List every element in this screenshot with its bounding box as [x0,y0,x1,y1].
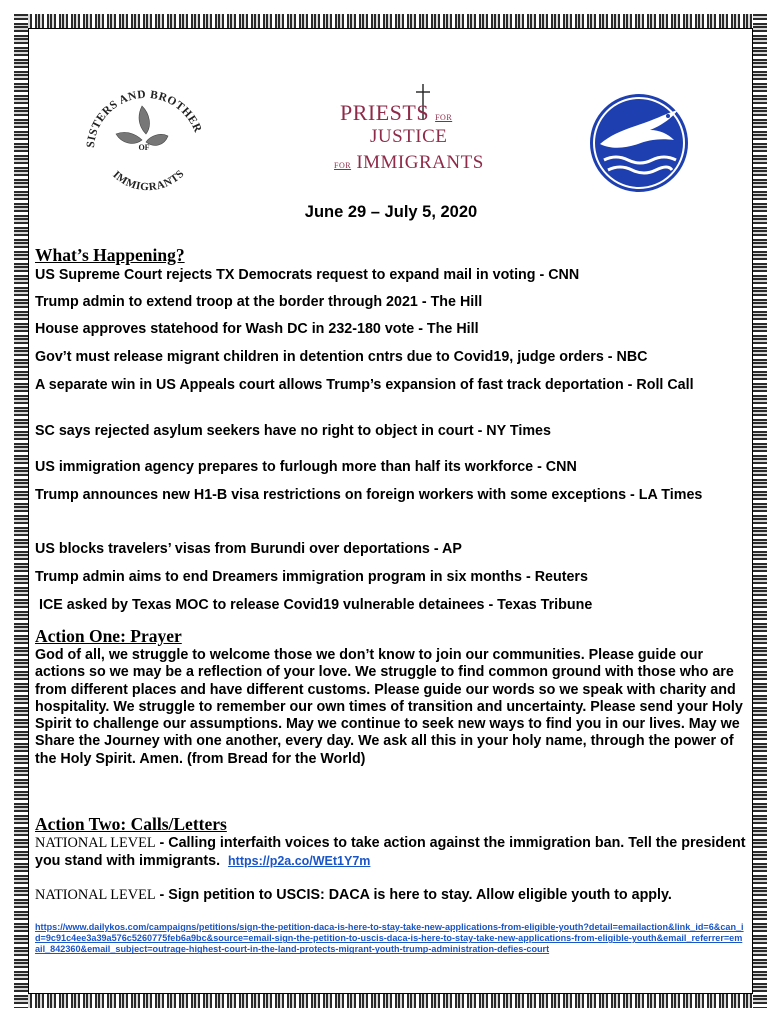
action-two-item-2 [35,887,747,905]
date-range: June 29 – July 5, 2020 [304,203,478,221]
news-item-9: US blocks travelers’ visas from Burundi over deportations - AP [35,541,462,557]
action-one-title: Action One: Prayer [35,626,182,646]
svg-text:OF: OF [138,143,150,152]
sisters-brothers-logo [80,78,210,198]
priests-justice-logo [332,82,484,182]
priests-logo-for2: FOR [334,161,352,170]
dailykos-petition-link[interactable]: https://www.dailykos.com/campaigns/petitions/sign-the-petition-daca-is-here-to-stay-take-new-applications-from-eligible-youth?detail=emailaction&link_id=6&can_id=9c91c4ee3a39a576c5260775feb6a9bc&source=email-sign-the-petition-to-uscis-daca-is-here-to-stay-take-new-applications-from-eligible-youth&email_referrer=email_842360&email_subject=outrage-highest-court-in-the-land-protects-migrant-youth-trump-administration-defies-court [35,922,744,955]
border-inner-left [28,28,29,994]
news-item-8: Trump announces new H1-B visa restrictions on foreign workers with some exceptions - LA Times [35,487,703,503]
national-level-label-2: NATIONAL LEVEL [35,887,156,903]
whats-happening-title: What’s Happening? [35,245,185,265]
dove-icon [586,90,692,196]
priests-logo-line2: JUSTICE [370,126,448,147]
svg-text:SISTERS AND BROTHERS: SISTERS AND BROTHER [84,88,204,149]
news-item-6: SC says rejected asylum seekers have no right to object in court - NY Times [35,423,551,439]
priests-logo-line3: IMMIGRANTS [356,152,484,173]
border-bottom [14,994,767,1008]
action-two-title: Action Two: Calls/Letters [35,814,227,834]
news-item-1: US Supreme Court rejects TX Democrats request to expand mail in voting - CNN [35,267,580,283]
news-item-3: House approves statehood for Wash DC in 232-180 vote - The Hill [35,321,479,337]
national-level-label-1: NATIONAL LEVEL [35,835,156,851]
action-two-item-1-text: - Calling interfaith voices to take action against the immigration ban. Tell the president you stand with immigrants. [35,835,750,869]
news-item-5: A separate win in US Appeals court allows Trump’s expansion of fast track deportation - Roll Call [35,377,694,393]
news-item-2: Trump admin to extend troop at the border through 2021 - The Hill [35,294,483,310]
action-two-item-2-text: - Sign petition to USCIS: DACA is here to stay. Allow eligible youth to apply. [155,887,672,903]
prayer-text: God of all, we struggle to welcome those we don’t know to join our communities. Please guide our actions so we may be a reflection of your love. We struggle to find common ground with those who are from different places and have different customs. Please guide our words so we speak with charity and hospitality. We struggle to remember our own times of transition and uncertainty. Please send your Holy Spirit to challenge our assumptions. May we continue to seek new ways to find you in our lives. May we Share the Journey with one another, every day. We ask all this in your holy name, through the power of the Holy Spirit. Amen. (from Bread for the World) [35,647,743,767]
border-inner-top [28,28,753,29]
priests-logo-for1: FOR [435,113,453,122]
dove-logo [586,90,692,196]
news-item-11: ICE asked by Texas MOC to release Covid19 vulnerable detainees - Texas Tribune [35,597,593,613]
border-left [14,14,28,1008]
border-top [14,14,767,28]
news-item-4: Gov’t must release migrant children in detention cntrs due to Covid19, judge orders - NBC [35,349,648,365]
news-item-10: Trump admin aims to end Dreamers immigration program in six months - Reuters [35,569,588,585]
svg-text:IMMIGRANTS: IMMIGRANTS [110,167,187,194]
sisters-brothers-logo-icon [80,78,210,198]
priests-logo-line1: PRIESTS [340,100,430,125]
p2a-link[interactable]: https://p2a.co/WEt1Y7m [228,853,371,868]
news-item-7: US immigration agency prepares to furlough more than half its workforce - CNN [35,459,577,475]
action-two-item-1 [35,835,750,870]
border-inner-bottom [28,993,753,994]
border-inner-right [752,28,753,994]
border-right [753,14,767,1008]
